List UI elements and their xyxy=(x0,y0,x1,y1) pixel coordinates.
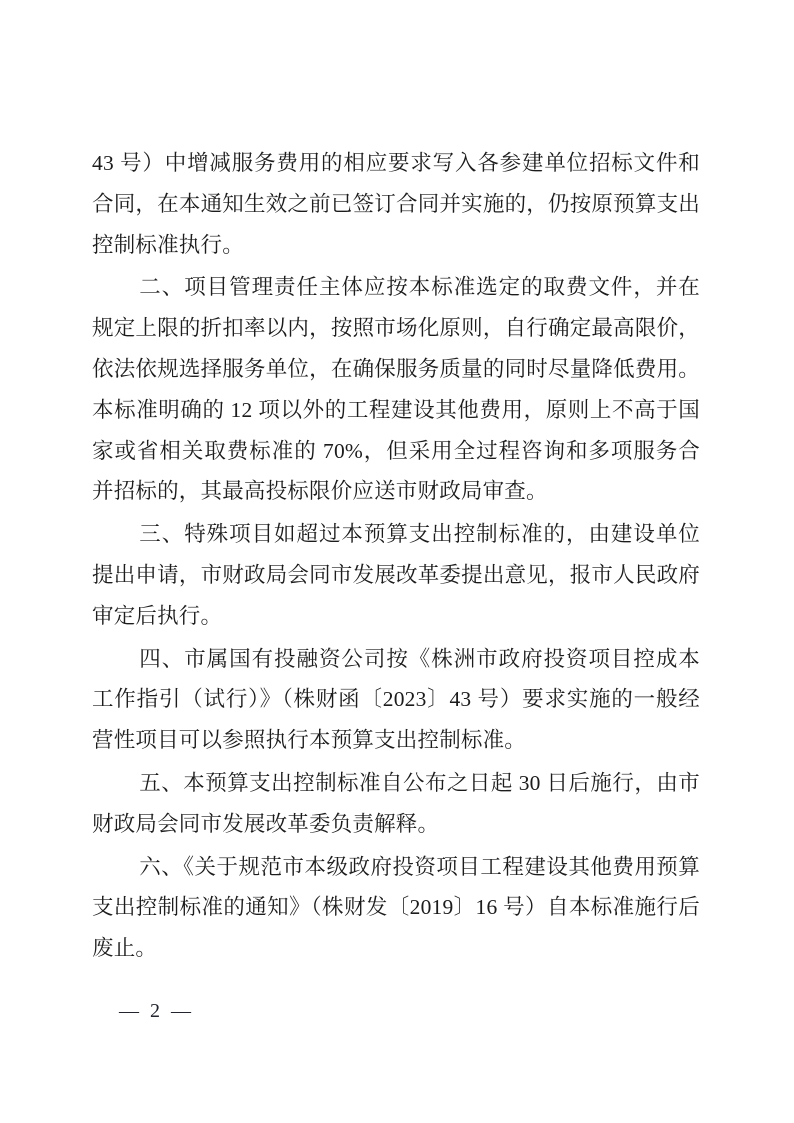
document-body xyxy=(92,143,700,971)
paragraph-item-6: 六、《关于规范市本级政府投资项目工程建设其他费用预算支出控制标准的通知》（株财发〔2019〕16 号）自本标准施行后废止。 xyxy=(92,854,700,961)
page-number: — 2 — xyxy=(119,1000,194,1022)
paragraph-item-5: 五、本预算支出控制标准自公布之日起 30 日后施行，由市财政局会同市发展改革委负责解释。 xyxy=(92,770,700,836)
paragraph-continuation: 43 号）中增减服务费用的相应要求写入各参建单位招标文件和合同，在本通知生效之前已签订合同并实施的，仍按原预算支出控制标准执行。 xyxy=(92,151,700,257)
paragraph-item-4: 四、市属国有投融资公司按《株洲市政府投资项目控成本工作指引（试行）》（株财函〔2023〕43 号）要求实施的一般经营性项目可以参照执行本预算支出控制标准。 xyxy=(92,646,700,753)
paragraph-item-2: 二、项目管理责任主体应按本标准选定的取费文件，并在规定上限的折扣率以内，按照市场化原则，自行确定最高限价，依法依规选择服务单位，在确保服务质量的同时尽量降低费用。本标准明确的 12 项以外的工程建设其他费用，原则上不高于国家或省相关取费标准的 70%，但采用全过程咨询和多项服务合并招标的，其最高投标限价应送市财政局审查。 xyxy=(92,275,700,504)
paragraph-item-3: 三、特殊项目如超过本预算支出控制标准的，由建设单位提出申请，市财政局会同市发展改革委提出意见，报市人民政府审定后执行。 xyxy=(92,522,700,628)
